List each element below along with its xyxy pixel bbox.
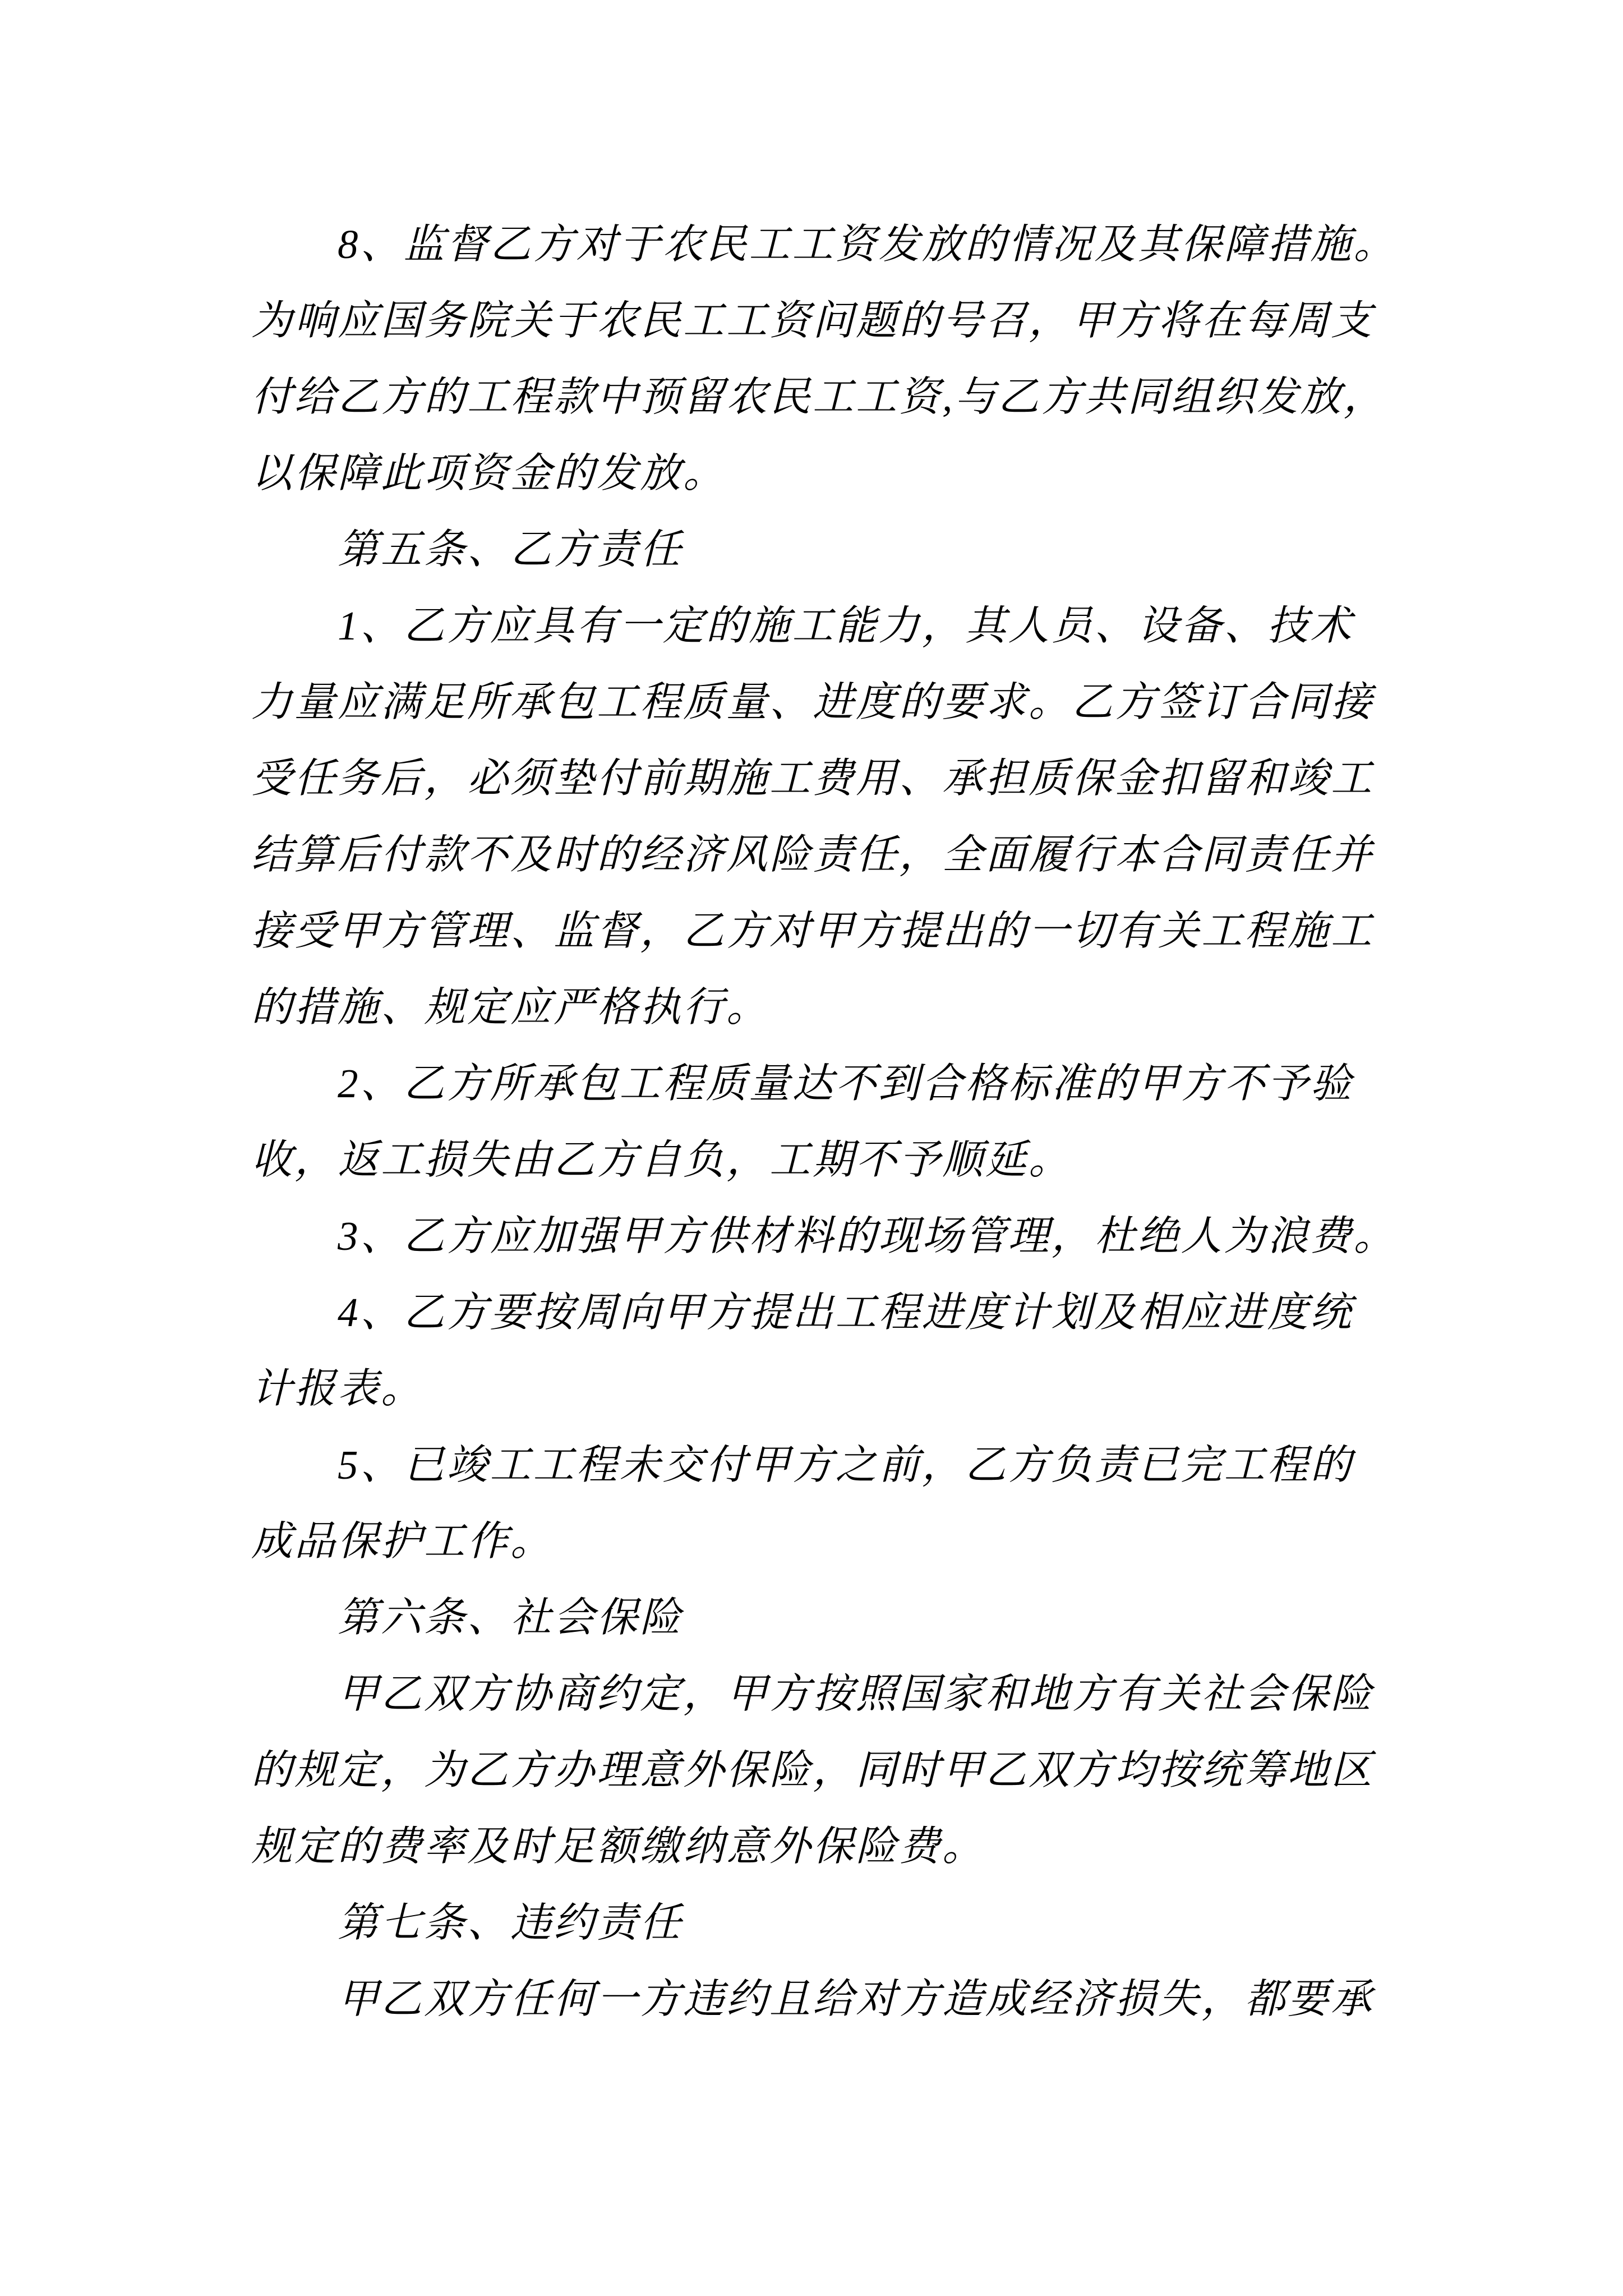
text-line: 4、乙方要按周向甲方提出工程进度计划及相应进度统 (338, 1290, 1354, 1335)
text-line: 计报表。 (251, 1366, 424, 1411)
text-line: 的规定，为乙方办理意外保险，同时甲乙双方均按统筹地区 (251, 1747, 1374, 1793)
text-line: 收，返工损失由乙方自负，工期不予顺延。 (251, 1137, 1072, 1182)
text-line: 3、乙方应加强甲方供材料的现场管理，杜绝人为浪费。 (338, 1213, 1397, 1259)
text-line: 结算后付款不及时的经济风险责任，全面履行本合同责任并 (251, 832, 1374, 877)
text-line: 5、已竣工工程未交付甲方之前，乙方负责已完工程的 (338, 1442, 1354, 1488)
text-line: 受任务后，必须垫付前期施工费用、承担质保金扣留和竣工 (251, 756, 1374, 801)
text-line: 的措施、规定应严格执行。 (251, 984, 769, 1030)
text-line: 甲乙双方协商约定，甲方按照国家和地方有关社会保险 (338, 1671, 1374, 1717)
text-line: 成品保护工作。 (251, 1519, 554, 1564)
text-line: 规定的费率及时足额缴纳意外保险费。 (251, 1824, 985, 1869)
text-line: 接受甲方管理、监督，乙方对甲方提出的一切有关工程施工 (251, 908, 1374, 954)
text-line: 以保障此项资金的发放。 (251, 450, 726, 496)
text-line: 1、乙方应具有一定的施工能力，其人员、设备、技术 (338, 603, 1354, 648)
text-line: 2、乙方所承包工程质量达不到合格标准的甲方不予验 (338, 1061, 1354, 1106)
text-line: 第七条、违约责任 (338, 1900, 683, 1945)
text-line: 甲乙双方任何一方违约且给对方造成经济损失，都要承 (338, 1976, 1374, 2022)
text-line: 付给乙方的工程款中预留农民工工资,与乙方共同组织发放， (251, 374, 1387, 420)
text-block (251, 206, 1423, 2037)
text-line: 为响应国务院关于农民工工资问题的号召，甲方将在每周支 (251, 298, 1374, 343)
text-line: 第六条、社会保险 (338, 1595, 683, 1640)
text-line: 8、监督乙方对于农民工工资发放的情况及其保障措施。 (338, 222, 1397, 267)
text-line: 第五条、乙方责任 (338, 527, 683, 572)
text-line: 力量应满足所承包工程质量、进度的要求。乙方签订合同接 (251, 679, 1374, 725)
